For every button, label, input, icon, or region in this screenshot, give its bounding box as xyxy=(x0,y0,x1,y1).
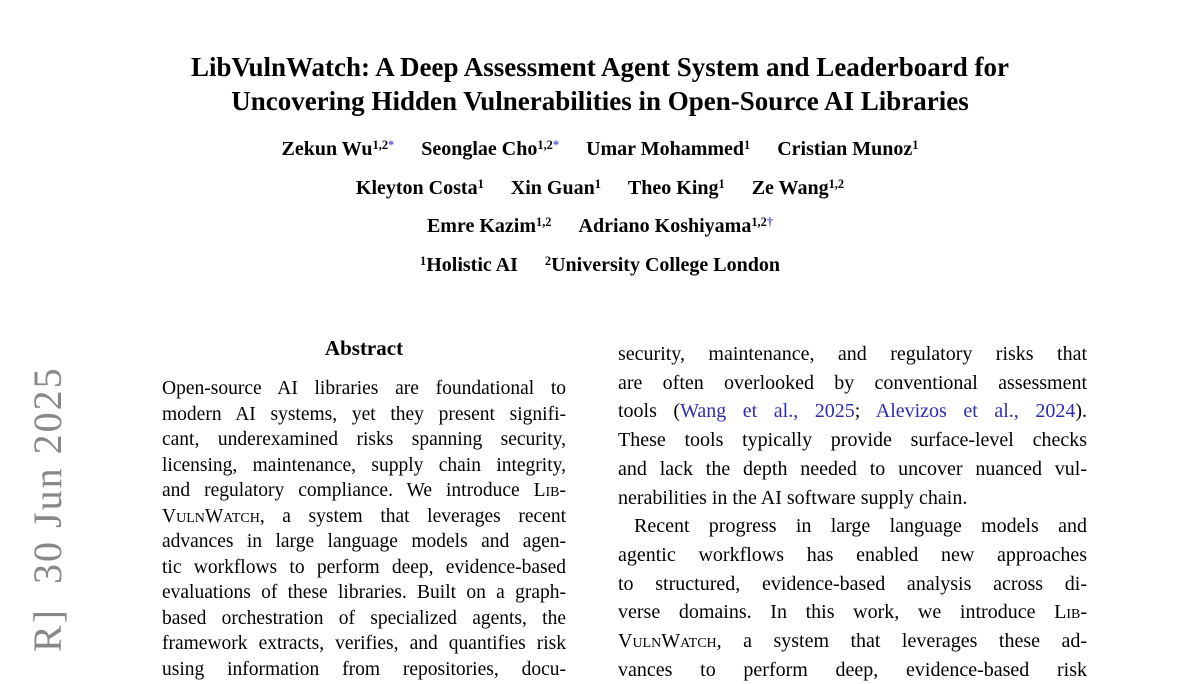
text-line xyxy=(618,340,1087,369)
authors-row-1 xyxy=(0,138,1200,161)
text-segment: Lib- xyxy=(1054,601,1087,624)
footnote-marker-link[interactable]: * xyxy=(388,138,395,152)
text-segment: based orchestration of specialized agents, the xyxy=(162,607,566,629)
paper-title-line-2: Uncovering Hidden Vulnerabilities in Open-Source AI Libraries xyxy=(231,86,969,116)
text-segment: advances in large language models and agen- xyxy=(162,531,566,552)
text-segment: Theo King xyxy=(627,177,719,200)
text-line xyxy=(618,512,1087,541)
text-line xyxy=(162,580,566,606)
text-segment: , a system that leverages recent xyxy=(259,505,566,527)
text-segment: Emre Kazim xyxy=(426,215,537,238)
text-segment: VulnWatch xyxy=(618,630,717,653)
text-segment: tic workflows to perform deep, evidence-based xyxy=(162,556,566,578)
text-segment: modern AI systems, yet they present signifi- xyxy=(162,403,566,425)
affiliation-superscript: 1,2 xyxy=(372,138,389,152)
authors-row-2 xyxy=(0,177,1200,200)
abstract-heading: Abstract xyxy=(324,336,404,360)
text-segment: and lack the depth needed to uncover nuanced vul- xyxy=(618,457,1087,480)
text-segment: agentic workflows has enabled new approaches xyxy=(618,543,1087,566)
text-line xyxy=(618,426,1087,455)
text-segment: to structured, evidence-based analysis across di- xyxy=(618,572,1087,595)
affiliation-superscript: 1,2 xyxy=(751,215,767,229)
text-segment: using information from repositories, docu- xyxy=(162,658,566,680)
text-line xyxy=(162,453,566,479)
text-line xyxy=(162,376,566,402)
text-line xyxy=(618,570,1087,599)
text-line xyxy=(618,598,1087,627)
text-segment: Cristian Munoz xyxy=(777,138,913,161)
text-segment: cant, underexamined risks spanning security, xyxy=(162,429,566,450)
text-segment: security, maintenance, and regulatory risks that xyxy=(618,343,1087,365)
affiliation-superscript: 1,2 xyxy=(536,215,552,229)
affiliation-superscript: 1 xyxy=(718,177,725,191)
text-segment: Kleyton Costa xyxy=(355,177,478,200)
text-line xyxy=(162,427,566,453)
text-segment: Open-source AI libraries are foundational to xyxy=(162,378,566,399)
affiliation-superscript: 1 xyxy=(420,254,427,268)
text-line xyxy=(618,455,1087,484)
abstract-column xyxy=(162,376,566,682)
text-segment: Adriano Koshiyama xyxy=(578,215,752,238)
text-line xyxy=(162,504,566,530)
text-line xyxy=(618,541,1087,570)
text-segment: Recent progress in large language models and xyxy=(634,515,1087,538)
text-line xyxy=(162,606,566,632)
text-line xyxy=(618,656,1087,684)
text-segment: nerabilities in the AI software supply chain. xyxy=(618,486,968,509)
text-segment: VulnWatch xyxy=(162,505,260,527)
affiliation-superscript: 1 xyxy=(912,138,919,152)
text-line xyxy=(618,484,1087,513)
text-line xyxy=(162,478,566,504)
affiliation-superscript: 1 xyxy=(744,138,751,152)
text-segment: University College London xyxy=(551,254,780,277)
text-segment: , a system that leverages these ad- xyxy=(716,630,1087,653)
affiliation-superscript: 1,2 xyxy=(537,138,553,152)
text-line xyxy=(162,657,566,683)
text-line xyxy=(162,402,566,428)
text-segment: ). xyxy=(1075,400,1087,423)
affiliation-superscript: 1,2 xyxy=(828,177,845,191)
citation-link[interactable]: Alevizos et al., 2024 xyxy=(875,400,1076,423)
arxiv-stamp: R] 30 Jun 2025 xyxy=(25,366,70,652)
text-segment: Ze Wang xyxy=(751,177,829,200)
text-segment: Umar Mohammed xyxy=(586,138,745,161)
text-line xyxy=(162,555,566,581)
affiliations xyxy=(0,254,1200,277)
text-line xyxy=(618,397,1087,426)
text-segment: These tools typically provide surface-level checks xyxy=(618,429,1087,452)
text-segment: ; xyxy=(854,400,876,423)
footnote-marker-link[interactable]: * xyxy=(552,138,560,152)
footnote-marker-link[interactable]: † xyxy=(766,215,774,229)
affiliation-superscript: 1 xyxy=(477,177,484,191)
text-segment: Lib- xyxy=(533,480,566,501)
text-segment: Xin Guan xyxy=(510,177,595,200)
text-segment: Holistic AI xyxy=(426,254,518,277)
text-segment: evaluations of these libraries. Built on a graph- xyxy=(162,582,566,603)
text-line xyxy=(618,369,1087,398)
text-segment: tools ( xyxy=(618,400,681,423)
citation-link[interactable]: Wang et al., 2025 xyxy=(680,400,855,423)
text-line xyxy=(162,631,566,657)
introduction-column xyxy=(618,340,1087,684)
affiliation-superscript: 2 xyxy=(544,254,552,268)
text-segment: framework extracts, verifies, and quantifies risk xyxy=(162,633,566,654)
text-line xyxy=(162,529,566,555)
affiliation-superscript: 1 xyxy=(594,177,601,191)
authors-row-3 xyxy=(0,215,1200,238)
text-segment: and regulatory compliance. We introduce xyxy=(162,480,534,501)
text-segment: are often overlooked by conventional assessment xyxy=(618,371,1087,394)
text-segment: verse domains. In this work, we introduce xyxy=(618,601,1055,624)
text-segment: Seonglae Cho xyxy=(421,138,538,161)
text-line xyxy=(618,627,1087,656)
paper-title-line-1: LibVulnWatch: A Deep Assessment Agent System and Leaderboard for xyxy=(190,52,1010,82)
text-segment: vances to perform deep, evidence-based risk xyxy=(618,658,1087,681)
text-segment: licensing, maintenance, supply chain integrity, xyxy=(162,454,566,476)
text-segment: Zekun Wu xyxy=(281,138,373,161)
